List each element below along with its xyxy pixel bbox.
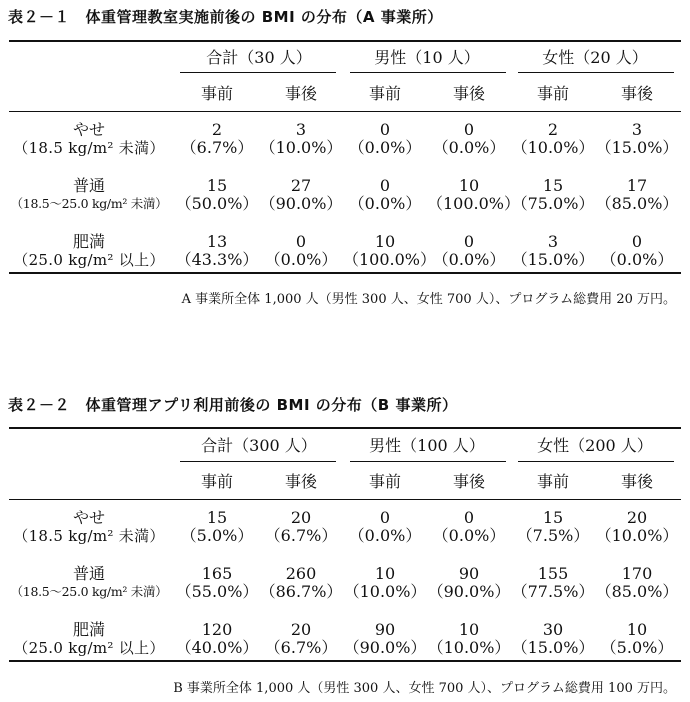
cell-count: 20 xyxy=(290,508,312,527)
group-header-total: 合計（30 人） xyxy=(206,48,312,67)
cell-count: 20 xyxy=(290,620,312,639)
table-top-rule xyxy=(9,427,681,429)
table-cell xyxy=(511,121,595,157)
cell-percent: （5.0%） xyxy=(600,638,674,657)
cell-count: 0 xyxy=(631,232,643,251)
cell-count: 10 xyxy=(458,176,480,195)
table-cell xyxy=(511,565,595,601)
table-cell xyxy=(175,509,259,545)
cell-percent: （77.5%） xyxy=(511,582,595,601)
cell-count: 120 xyxy=(201,620,233,639)
table-bottom-rule xyxy=(9,660,681,662)
table-cell xyxy=(343,232,437,269)
cell-percent: （10.0%） xyxy=(427,638,511,657)
subheader-before: 事前 xyxy=(368,84,401,103)
cell-percent: （43.3%） xyxy=(175,250,259,269)
table-cell xyxy=(511,177,595,213)
group-underline xyxy=(518,461,674,462)
cell-percent: （6.7%） xyxy=(264,638,338,657)
subheader-after: 事後 xyxy=(284,84,317,103)
cell-percent: （6.7%） xyxy=(264,526,338,545)
table-cell xyxy=(427,233,511,269)
table-cell xyxy=(259,621,343,657)
table-cell xyxy=(427,621,511,657)
cell-percent: （50.0%） xyxy=(175,194,259,213)
cell-percent: （0.0%） xyxy=(348,138,422,157)
row-header-underweight xyxy=(9,121,169,157)
subheader-after: 事後 xyxy=(620,472,653,491)
table-cell xyxy=(595,233,679,269)
cell-percent: （0.0%） xyxy=(432,138,506,157)
row-header-normal xyxy=(9,565,169,601)
cell-percent: （55.0%） xyxy=(175,582,259,601)
group-underline xyxy=(518,72,674,73)
subheader-before: 事前 xyxy=(536,472,569,491)
cell-count: 3 xyxy=(295,120,307,139)
table-cell xyxy=(595,565,679,601)
cell-count: 15 xyxy=(206,176,228,195)
table-note: B 事業所全体 1,000 人（男性 300 人、女性 700 人）、プログラム総費用 100 万円。 xyxy=(173,681,676,696)
table-top-rule xyxy=(9,40,681,42)
row-header-obese xyxy=(9,233,169,269)
row-label: 肥満 xyxy=(72,232,105,251)
group-underline xyxy=(180,461,336,462)
subheader-after: 事後 xyxy=(452,472,485,491)
table-cell xyxy=(175,177,259,213)
row-range: （18.5 kg/m² 未満） xyxy=(13,527,165,545)
row-label: 普通 xyxy=(72,564,105,583)
cell-percent: （100.0%） xyxy=(343,250,437,269)
table-cell xyxy=(343,565,427,601)
header-rule xyxy=(9,111,681,112)
cell-percent: （85.0%） xyxy=(595,582,679,601)
table-bottom-rule xyxy=(9,272,681,274)
cell-count: 90 xyxy=(458,564,480,583)
table-cell xyxy=(175,233,259,269)
table-cell xyxy=(595,121,679,157)
cell-percent: （85.0%） xyxy=(595,194,679,213)
table-title: 表２－１ 体重管理教室実施前後の BMI の分布（A 事業所） xyxy=(8,8,443,26)
table-cell xyxy=(427,509,511,545)
cell-count: 13 xyxy=(206,232,228,251)
table-cell xyxy=(343,621,427,657)
row-range: （25.0 kg/m² 以上） xyxy=(13,639,165,657)
row-range: （18.5～25.0 kg/m² 未満） xyxy=(10,196,168,211)
cell-count: 3 xyxy=(547,232,559,251)
row-range: （18.5 kg/m² 未満） xyxy=(13,139,165,157)
cell-percent: （90.0%） xyxy=(427,582,511,601)
table-cell xyxy=(259,509,343,545)
cell-count: 30 xyxy=(542,620,564,639)
row-range: （18.5～25.0 kg/m² 未満） xyxy=(10,584,168,599)
cell-percent: （0.0%） xyxy=(432,526,506,545)
subheader-before: 事前 xyxy=(200,84,233,103)
row-label: やせ xyxy=(72,508,105,527)
table-cell xyxy=(511,509,595,545)
subheader-before: 事前 xyxy=(200,472,233,491)
cell-percent: （10.0%） xyxy=(343,582,427,601)
table-cell xyxy=(175,621,259,657)
group-header-female: 女性（200 人） xyxy=(537,436,653,455)
cell-percent: （7.5%） xyxy=(516,526,590,545)
group-underline xyxy=(350,461,506,462)
group-underline xyxy=(350,72,506,73)
table-cell xyxy=(511,233,595,269)
table-cell xyxy=(511,621,595,657)
cell-percent: （5.0%） xyxy=(180,526,254,545)
cell-percent: （0.0%） xyxy=(348,526,422,545)
cell-count: 155 xyxy=(537,564,569,583)
row-label: 普通 xyxy=(72,176,105,195)
group-header-male: 男性（10 人） xyxy=(374,48,480,67)
group-underline xyxy=(180,72,336,73)
cell-percent: （0.0%） xyxy=(264,250,338,269)
cell-count: 17 xyxy=(626,176,648,195)
cell-count: 170 xyxy=(621,564,653,583)
cell-count: 0 xyxy=(295,232,307,251)
cell-count: 10 xyxy=(374,232,396,251)
cell-count: 15 xyxy=(542,176,564,195)
cell-count: 0 xyxy=(463,232,475,251)
table-cell xyxy=(595,509,679,545)
cell-percent: （10.0%） xyxy=(511,138,595,157)
cell-percent: （90.0%） xyxy=(259,194,343,213)
cell-percent: （15.0%） xyxy=(511,638,595,657)
table-cell xyxy=(175,121,259,157)
subheader-before: 事前 xyxy=(368,472,401,491)
subheader-after: 事後 xyxy=(620,84,653,103)
cell-percent: （15.0%） xyxy=(511,250,595,269)
table-note: A 事業所全体 1,000 人（男性 300 人、女性 700 人）、プログラム総費用 20 万円。 xyxy=(181,292,676,307)
cell-count: 10 xyxy=(374,564,396,583)
cell-percent: （0.0%） xyxy=(348,194,422,213)
row-header-normal xyxy=(9,177,169,213)
cell-percent: （15.0%） xyxy=(595,138,679,157)
table-cell xyxy=(259,177,343,213)
cell-percent: （75.0%） xyxy=(511,194,595,213)
table-cell xyxy=(427,121,511,157)
cell-percent: （10.0%） xyxy=(259,138,343,157)
row-header-underweight xyxy=(9,509,169,545)
cell-percent: （0.0%） xyxy=(432,250,506,269)
table-cell xyxy=(595,177,679,213)
table-cell xyxy=(343,121,427,157)
table-cell xyxy=(175,565,259,601)
cell-count: 90 xyxy=(374,620,396,639)
cell-count: 0 xyxy=(463,120,475,139)
cell-count: 20 xyxy=(626,508,648,527)
cell-count: 260 xyxy=(285,564,317,583)
cell-count: 3 xyxy=(631,120,643,139)
cell-percent: （40.0%） xyxy=(175,638,259,657)
table-cell xyxy=(259,121,343,157)
table-cell xyxy=(595,621,679,657)
cell-percent: （86.7%） xyxy=(259,582,343,601)
group-header-male: 男性（100 人） xyxy=(369,436,485,455)
cell-count: 10 xyxy=(626,620,648,639)
cell-percent: （0.0%） xyxy=(600,250,674,269)
table-cell xyxy=(427,565,511,601)
header-rule xyxy=(9,499,681,500)
cell-count: 0 xyxy=(379,176,391,195)
cell-count: 15 xyxy=(206,508,228,527)
cell-percent: （100.0%） xyxy=(427,194,521,213)
table-cell xyxy=(343,509,427,545)
cell-count: 0 xyxy=(379,508,391,527)
table-title: 表２－２ 体重管理アプリ利用前後の BMI の分布（B 事業所） xyxy=(8,396,458,414)
row-label: やせ xyxy=(72,120,105,139)
group-header-total: 合計（300 人） xyxy=(201,436,317,455)
cell-count: 0 xyxy=(463,508,475,527)
subheader-after: 事後 xyxy=(452,84,485,103)
group-header-female: 女性（20 人） xyxy=(542,48,648,67)
cell-count: 2 xyxy=(547,120,559,139)
cell-percent: （90.0%） xyxy=(343,638,427,657)
cell-count: 15 xyxy=(542,508,564,527)
table-cell xyxy=(427,176,521,213)
cell-count: 165 xyxy=(201,564,233,583)
cell-count: 0 xyxy=(379,120,391,139)
cell-count: 27 xyxy=(290,176,312,195)
cell-percent: （6.7%） xyxy=(180,138,254,157)
subheader-after: 事後 xyxy=(284,472,317,491)
row-header-obese xyxy=(9,621,169,657)
row-range: （25.0 kg/m² 以上） xyxy=(13,251,165,269)
table-cell xyxy=(343,177,427,213)
cell-percent: （10.0%） xyxy=(595,526,679,545)
table-cell xyxy=(259,233,343,269)
row-label: 肥満 xyxy=(72,620,105,639)
cell-count: 2 xyxy=(211,120,223,139)
table-cell xyxy=(259,565,343,601)
cell-count: 10 xyxy=(458,620,480,639)
subheader-before: 事前 xyxy=(536,84,569,103)
